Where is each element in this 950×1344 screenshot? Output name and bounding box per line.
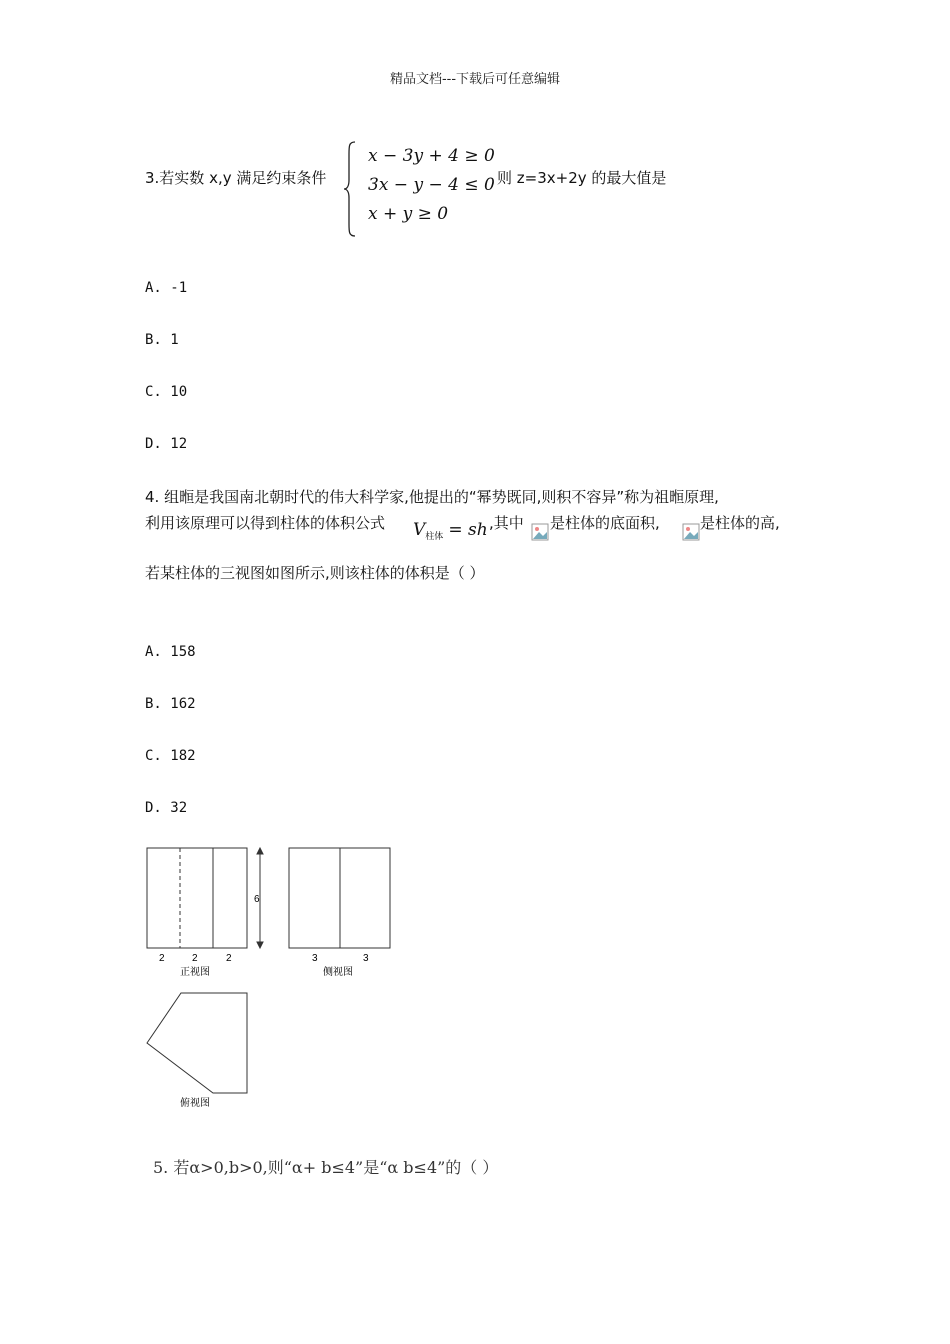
q4-line-2d: 是柱体的高, [700,514,780,532]
q3-suffix: 则 z=3x+2y 的最大值是 [497,169,667,187]
page-header: 精品文档---下载后可任意编辑 [389,72,561,87]
three-view-figure [140,840,410,1115]
constraint-1: x − 3y + 4 ≥ 0 [368,146,495,166]
formula-rest: = sh [448,520,488,540]
front-dim-1: 2 [159,953,165,964]
front-view [147,848,247,948]
q4-line-2b: ,其中 [489,514,524,532]
side-dim-2: 3 [363,953,369,964]
q3-option-c: C. 10 [145,384,188,400]
volume-formula [413,520,488,542]
q3-option-a: A. -1 [145,280,188,296]
broken-image-icon [531,523,549,541]
q4-option-d: D. 32 [145,800,188,816]
q4-line-3: 若某柱体的三视图如图所示,则该柱体的体积是（ ） [145,564,485,582]
side-view-label: 侧视图 [323,967,353,978]
side-view [289,848,390,948]
top-view-label: 俯视图 [180,1098,210,1109]
front-view-label: 正视图 [180,967,210,978]
front-dim-2: 2 [192,953,198,964]
q3-prefix: 3.若实数 x,y 满足约束条件 [145,169,327,187]
formula-v: V [413,520,426,540]
height-label: 6 [254,894,260,905]
q3-option-d: D. 12 [145,436,188,452]
broken-image-icon [682,523,700,541]
formula-subscript: 柱体 [425,532,444,542]
top-view [147,993,247,1093]
q3-option-b: B. 1 [145,332,179,348]
constraint-3: x + y ≥ 0 [368,204,449,224]
q4-option-b: B. 162 [145,696,196,712]
q4-line-2a: 利用该原理可以得到柱体的体积公式 [145,514,386,532]
brace-icon [343,140,357,238]
constraint-2: 3x − y − 4 ≤ 0 [368,175,495,195]
q4-line-1: 4. 组暅是我国南北朝时代的伟大科学家,他提出的“幂势既同,则积不容异”称为祖暅原理, [145,488,719,506]
side-dim-1: 3 [312,953,318,964]
q5-text: 5. 若α>0,b>0,则“α+ b≤4”是“α b≤4”的（ ） [153,1158,499,1177]
front-dim-3: 2 [226,953,232,964]
q4-option-a: A. 158 [145,644,196,660]
q4-option-c: C. 182 [145,748,196,764]
q4-line-2c: 是柱体的底面积, [550,514,660,532]
